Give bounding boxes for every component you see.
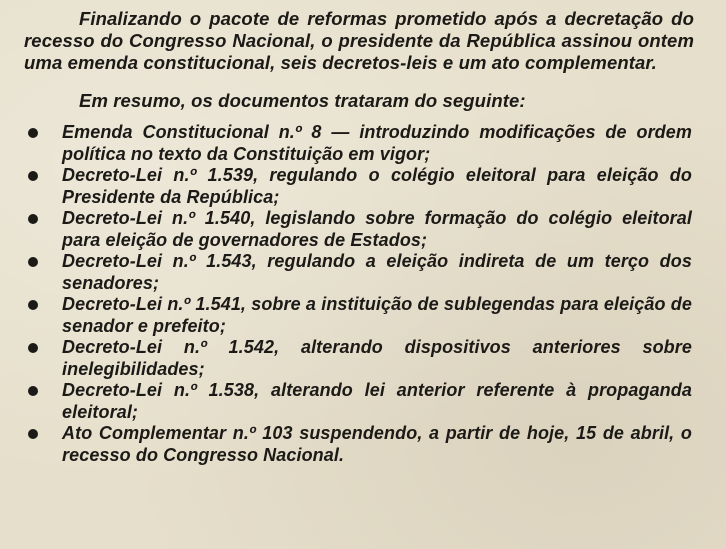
list-item [24, 337, 692, 380]
bullet-icon [28, 214, 38, 224]
list-item [24, 423, 692, 466]
bullet-icon [28, 300, 38, 310]
list-item-text: Ato Complementar n.º 103 suspendendo, a partir de hoje, 15 de abril, o recesso do Congresso Nacional. [62, 423, 692, 465]
list-item-text: Decreto-Lei n.º 1.540, legislando sobre formação do colégio eleitoral para eleição de governadores de Estados; [62, 208, 692, 250]
list-item [24, 208, 692, 251]
lead-paragraph: Finalizando o pacote de reformas prometido após a decretação do recesso do Congresso Nacional, o presidente da República assinou ontem uma emenda constitucional, seis decretos-leis e um ato complementar. [24, 8, 694, 73]
list-item-text: Decreto-Lei n.º 1.538, alterando lei anterior referente à propaganda eleitoral; [62, 380, 692, 422]
list-item-text: Decreto-Lei n.º 1.539, regulando o colégio eleitoral para eleição do Presidente da República; [62, 165, 692, 207]
list-item-text: Emenda Constitucional n.º 8 — introduzindo modificações de ordem política no texto da Constituição em vigor; [62, 122, 692, 164]
bullet-icon [28, 386, 38, 396]
article-body [24, 8, 700, 466]
bullet-icon [28, 128, 38, 138]
bullet-icon [28, 343, 38, 353]
list-item-text: Decreto-Lei n.º 1.542, alterando dispositivos anteriores sobre inelegibilidades; [62, 337, 692, 379]
summary-heading: Em resumo, os documentos trataram do seguinte: [79, 90, 526, 111]
list-item [24, 122, 692, 165]
list-item [24, 251, 692, 294]
list-item [24, 294, 692, 337]
bullet-icon [28, 429, 38, 439]
bullet-icon [28, 257, 38, 267]
list-item-text: Decreto-Lei n.º 1.543, regulando a eleição indireta de um terço dos senadores; [62, 251, 692, 293]
list-item [24, 380, 692, 423]
bullet-icon [28, 171, 38, 181]
list-item-text: Decreto-Lei n.º 1.541, sobre a instituição de sublegendas para eleição de senador e prefeito; [62, 294, 692, 336]
list-item [24, 165, 692, 208]
document-list [24, 122, 700, 466]
